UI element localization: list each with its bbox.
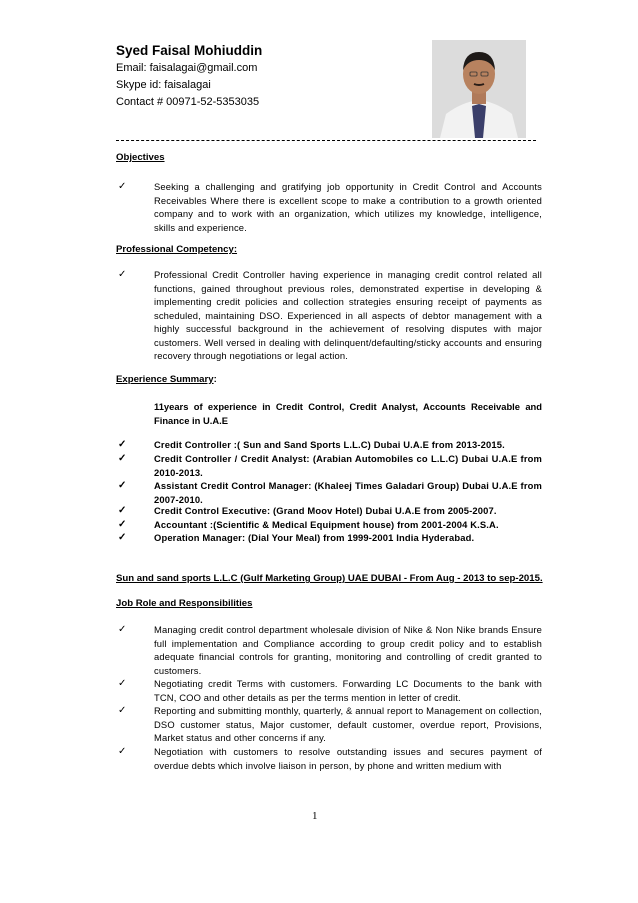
responsibility-item [118,745,542,772]
experience-item-text: Operation Manager: (Dial Your Meal) from 1999-2001 India Hyderabad. [154,532,475,543]
check-mark-icon: ✓ [118,181,127,192]
skype-line: Skype id: faisalagai [116,79,211,91]
objectives-heading: Objectives [116,152,165,163]
check-mark-icon: ✓ [118,624,127,635]
check-mark-icon: ✓ [118,532,127,543]
experience-item [118,518,542,532]
experience-heading-suffix: : [213,374,217,385]
competency-item [118,268,542,363]
responsibilities-heading: Job Role and Responsibilities [116,598,253,609]
responsibility-item [118,704,542,745]
experience-item [118,531,542,545]
check-mark-icon: ✓ [118,480,127,491]
experience-item-text: Credit Control Executive: (Grand Moov Hotel) Dubai U.A.E from 2005-2007. [154,505,497,516]
responsibility-item-text: Negotiating credit Terms with customers. Forwarding LC Documents to the bank with TCN, COO and other details as per the terms mention in letter of credit. [154,678,542,703]
experience-item-text: Credit Controller / Credit Analyst: (Arabian Automobiles co L.L.C) Dubai U.A.E from 2010-2013. [154,453,542,478]
responsibility-item-text: Managing credit control department wholesale division of Nike & Non Nike brands Ensure full implementation and Compliance according to group credit policy and to establish adequate financial controls for granting, monitoring and controlling of credit granted to customers. [154,624,542,676]
experience-item [118,438,542,452]
header-divider [116,140,536,141]
responsibility-item [118,677,542,704]
competency-heading: Professional Competency: [116,244,238,255]
page-number: 1 [312,810,318,822]
responsibility-item-text: Reporting and submitting monthly, quarterly, & annual report to Management on collection, DSO customer status, Major customer, default customer, overdue report, Provisions, Market status and other concerns if any. [154,705,542,743]
objectives-item [118,180,542,234]
objectives-item-text: Seeking a challenging and gratifying job opportunity in Credit Control and Accounts Receivables Where there is excellent scope to make a contribution to a growth oriented company and to work with an organization, which utilizes my knowledge, intelligence, skills and experience. [154,181,542,233]
experience-item [118,479,542,506]
experience-item-text: Accountant :(Scientific & Medical Equipment house) from 2001-2004 K.S.A. [154,519,499,530]
profile-photo [432,40,526,138]
experience-heading-text: Experience Summary [116,374,214,385]
current-job-heading: Sun and sand sports L.L.C (Gulf Marketing Group) UAE DUBAI - From Aug - 2013 to sep-2015. [116,573,543,584]
competency-item-text: Professional Credit Controller having experience in managing credit control related all functions, gained throughout previous roles, demonstrated expertise in developing & implementing credit policies and collection strategies ensuring receipt of payments as scheduled, maintaining DSO. Experienced in all aspects of debtor management with a highly successful background in the achievement of resolving disputes with major customers. Well versed in dealing with delinquent/defaulting/sticky accounts and ensuring recovery through negotiations or legal action. [154,269,542,361]
experience-item-text: Assistant Credit Control Manager: (Khaleej Times Galadari Group) Dubai U.A.E from 2007-2010. [154,480,542,505]
experience-heading [116,374,217,385]
check-mark-icon: ✓ [118,269,127,280]
check-mark-icon: ✓ [118,705,127,716]
experience-item [118,452,542,479]
check-mark-icon: ✓ [118,746,127,757]
check-mark-icon: ✓ [118,519,127,530]
check-mark-icon: ✓ [118,505,127,516]
email-line: Email: faisalagai@gmail.com [116,62,258,74]
check-mark-icon: ✓ [118,439,127,450]
candidate-name: Syed Faisal Mohiuddin [116,43,263,58]
experience-item-text: Credit Controller :( Sun and Sand Sports L.L.C) Dubai U.A.E from 2013-2015. [154,439,505,450]
responsibility-item [118,623,542,677]
check-mark-icon: ✓ [118,453,127,464]
responsibility-item-text: Negotiation with customers to resolve outstanding issues and secures payment of overdue debts which involve liaison in person, by phone and written medium with [154,746,542,771]
contact-number-line: Contact # 00971-52-5353035 [116,96,260,108]
check-mark-icon: ✓ [118,678,127,689]
experience-item [118,504,542,518]
experience-intro: 11years of experience in Credit Control, Credit Analyst, Accounts Receivable and Finance in U.A.E [154,401,542,426]
